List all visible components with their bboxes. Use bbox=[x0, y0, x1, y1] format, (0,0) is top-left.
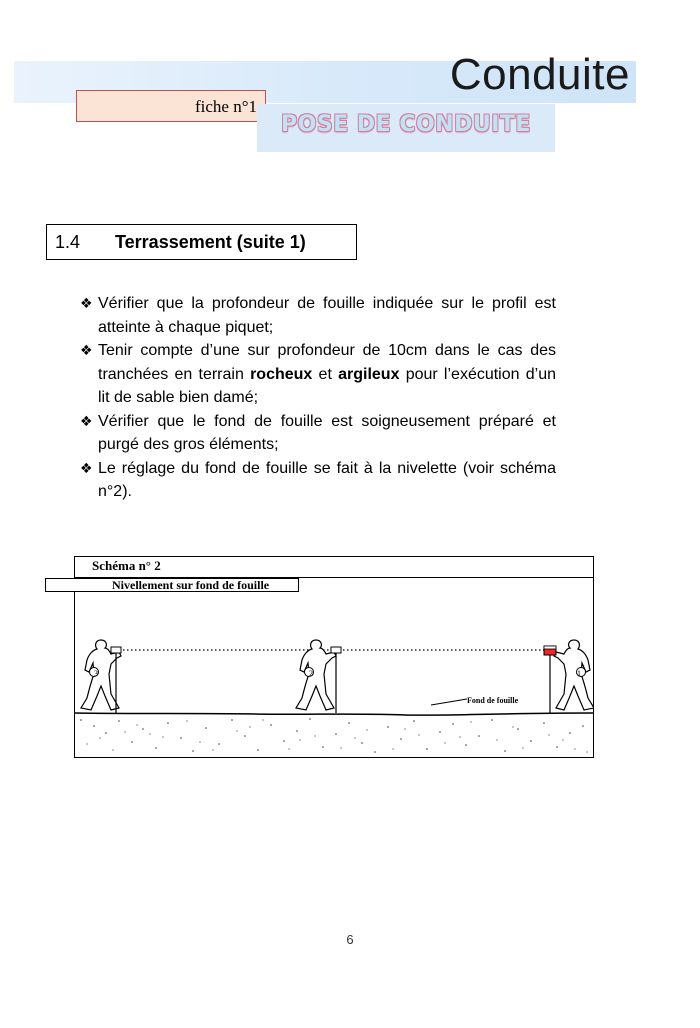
schema-caption: Nivellement sur fond de fouille bbox=[45, 578, 299, 592]
bullet-list bbox=[80, 292, 556, 504]
list-item-text: Tenir compte d’une sur profondeur de 10cm dans le cas des tranchées en terrain bbox=[98, 342, 556, 383]
leveling-diagram bbox=[75, 592, 593, 757]
list-item-text: et bbox=[312, 365, 339, 383]
fond-de-fouille-label: Fond de fouille bbox=[467, 696, 519, 705]
list-item bbox=[80, 292, 556, 339]
diamond-bullet-icon: ❖ bbox=[80, 412, 93, 429]
list-item-text: Vérifier que le fond de fouille est soigneusement préparé et purgé des gros éléments; bbox=[98, 412, 556, 453]
subtitle-wordart: POSE DE CONDUITE bbox=[281, 112, 531, 137]
diamond-bullet-icon: ❖ bbox=[80, 459, 93, 476]
page-title: Conduite bbox=[449, 50, 630, 99]
schema-title: Schéma n° 2 bbox=[92, 558, 161, 573]
subtitle-band bbox=[257, 104, 555, 152]
list-item-text: Vérifier que la profondeur de fouille indiquée sur le profil est atteinte à chaque piquet; bbox=[98, 295, 556, 336]
figure-number: 1 bbox=[577, 669, 581, 678]
figure-number: 2 bbox=[309, 669, 313, 678]
section-title: Terrassement (suite 1) bbox=[115, 232, 306, 252]
figure-number: 3 bbox=[94, 669, 98, 678]
list-item-text: Le réglage du fond de fouille se fait à la nivelette (voir schéma n°2). bbox=[98, 459, 556, 500]
worker-figure-1 bbox=[554, 640, 593, 710]
label-leader bbox=[431, 699, 467, 705]
fiche-label: fiche n°1 bbox=[194, 97, 257, 116]
worker-figure-2 bbox=[296, 640, 336, 710]
fiche-label-box bbox=[76, 90, 266, 122]
section-number: 1.4 bbox=[55, 232, 81, 252]
section-heading bbox=[46, 224, 357, 260]
list-item bbox=[80, 339, 556, 410]
soil-layer bbox=[75, 713, 593, 757]
diamond-bullet-icon: ❖ bbox=[80, 342, 93, 358]
nivelette-2 bbox=[331, 647, 341, 653]
bold-term: argileux bbox=[338, 365, 400, 383]
list-item-text: pour l’exécution d’un lit de sable bien damé; bbox=[98, 365, 556, 406]
nivelette-3 bbox=[111, 647, 121, 653]
page-number: 6 bbox=[346, 932, 354, 947]
bold-term: rocheux bbox=[250, 365, 313, 383]
diamond-bullet-icon: ❖ bbox=[80, 295, 93, 311]
list-item bbox=[80, 410, 556, 457]
list-item bbox=[80, 457, 556, 504]
